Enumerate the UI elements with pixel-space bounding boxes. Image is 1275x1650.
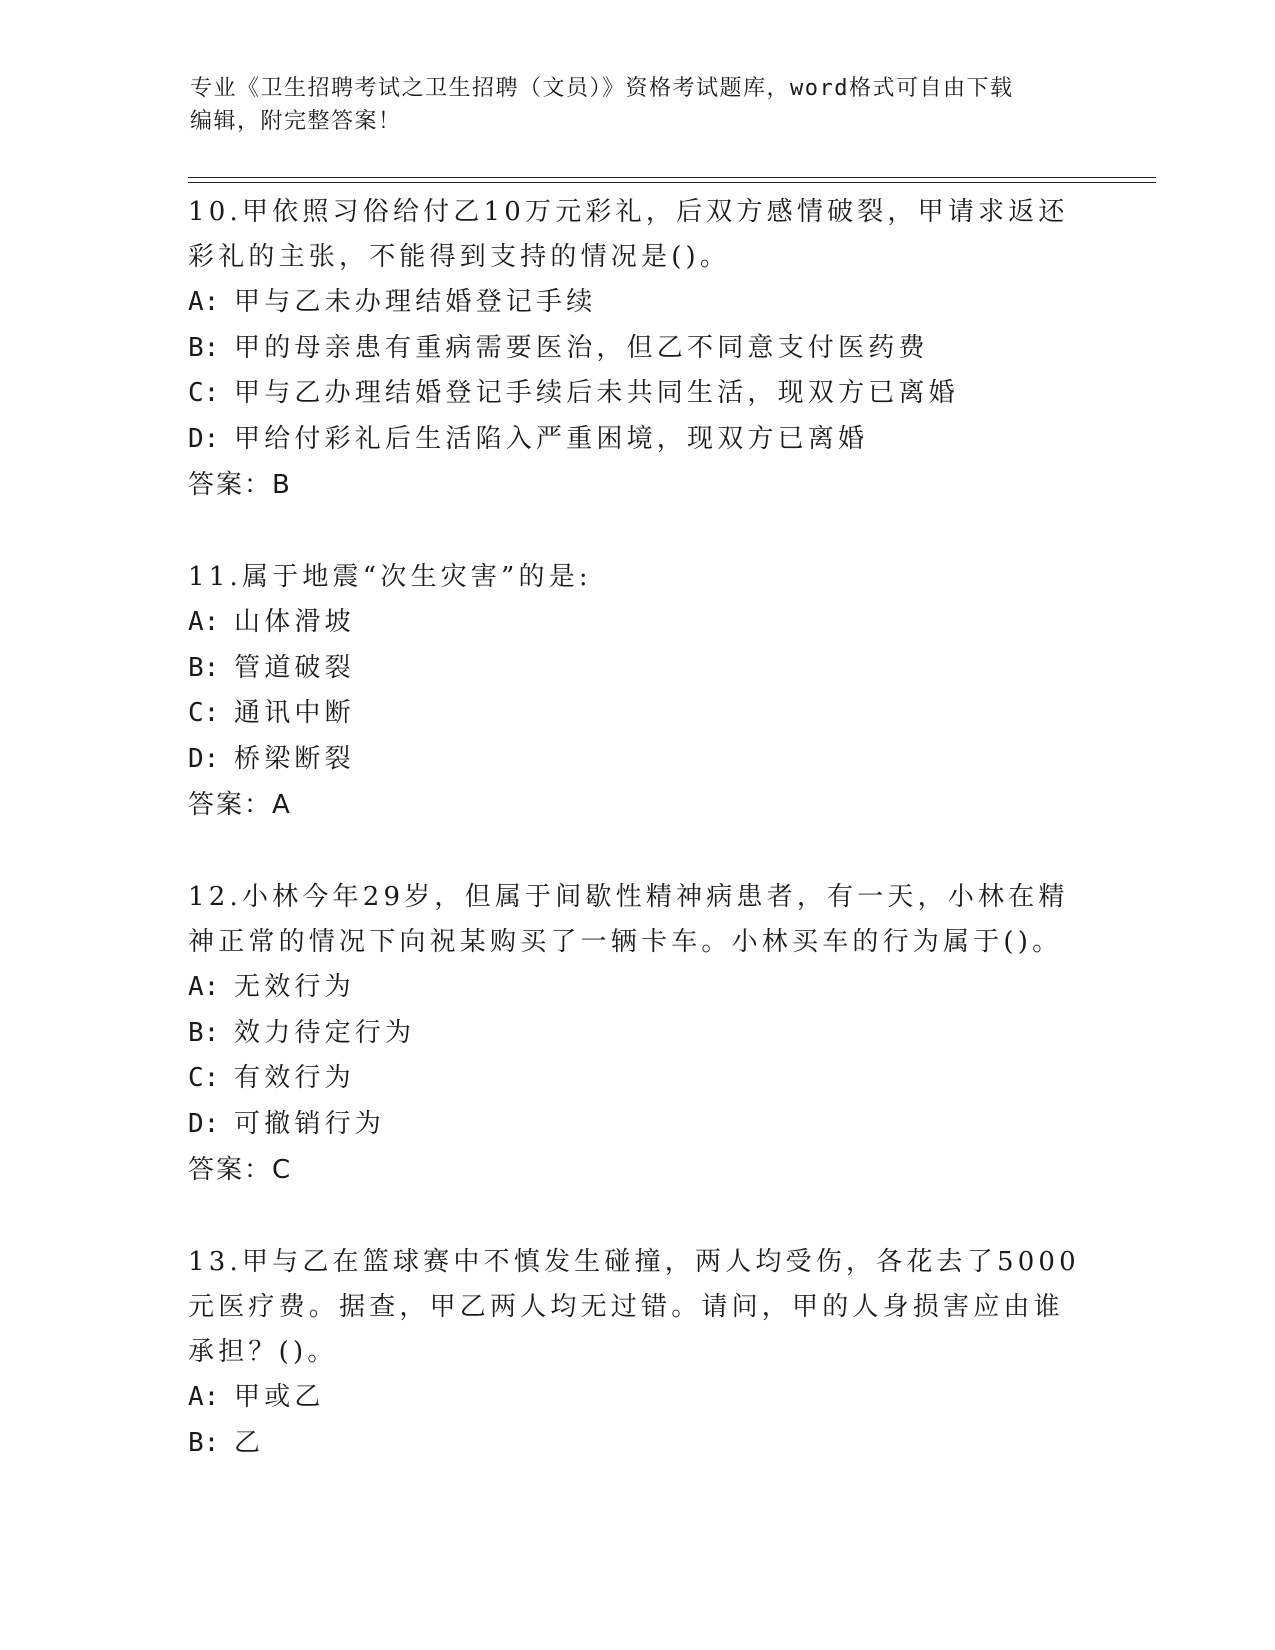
option-key: A:	[188, 1382, 220, 1412]
option-key: C:	[188, 698, 220, 728]
option-key: B:	[188, 652, 220, 683]
option-text: 无效行为	[234, 972, 355, 1002]
header-divider-bottom	[188, 182, 1156, 183]
question-text: 13.甲与乙在篮球赛中不慎发生碰撞，两人均受伤，各花去了5000元医疗费。据查，甲乙两人均无过错。请问，甲的人身损害应由谁承担？()。	[188, 1247, 1080, 1367]
option-a	[188, 600, 1088, 646]
option-d	[188, 417, 1088, 463]
option-a	[188, 1375, 1088, 1421]
option-text: 通讯中断	[234, 698, 355, 728]
answer-line: 答案：C	[188, 1155, 293, 1185]
option-c	[188, 691, 1088, 737]
option-c	[188, 1056, 1088, 1102]
question-11	[188, 555, 1088, 828]
question-10	[188, 190, 1088, 508]
option-key: D:	[188, 423, 220, 454]
option-key: D:	[188, 1108, 220, 1139]
question-13	[188, 1240, 1088, 1466]
option-d	[188, 737, 1088, 783]
option-text: 效力待定行为	[234, 1017, 416, 1048]
option-key: A:	[188, 972, 220, 1002]
header-line-1: 专业《卫生招聘考试之卫生招聘（文员）》资格考试题库，word格式可自由下载	[190, 76, 1014, 101]
option-key: C:	[188, 378, 220, 408]
option-text: 有效行为	[234, 1063, 355, 1093]
option-c	[188, 371, 1088, 417]
option-text: 乙	[234, 1427, 265, 1458]
option-key: B:	[188, 1427, 220, 1458]
option-d	[188, 1102, 1088, 1148]
question-text: 11.属于地震“次生灾害”的是:	[188, 562, 592, 592]
question-text: 12.小林今年29岁，但属于间歇性精神病患者，有一天，小林在精神正常的情况下向祝某购买了一辆卡车。小林买车的行为属于()。	[188, 882, 1069, 957]
option-key: B:	[188, 1017, 220, 1048]
option-b	[188, 1011, 1088, 1057]
answer-line: 答案：B	[188, 470, 292, 500]
option-a	[188, 965, 1088, 1011]
option-text: 甲或乙	[234, 1382, 325, 1412]
question-12	[188, 875, 1088, 1193]
option-text: 甲与乙未办理结婚登记手续	[234, 287, 597, 317]
option-text: 桥梁断裂	[234, 743, 355, 774]
option-key: B:	[188, 332, 220, 363]
header-divider-top	[188, 177, 1156, 178]
option-key: C:	[188, 1063, 220, 1093]
option-key: D:	[188, 743, 220, 774]
option-text: 可撤销行为	[234, 1108, 386, 1139]
option-b	[188, 326, 1088, 372]
option-key: A:	[188, 607, 220, 637]
question-list	[188, 190, 1088, 1513]
answer-line: 答案：A	[188, 790, 292, 820]
question-text: 10.甲依照习俗给付乙10万元彩礼，后双方感情破裂，甲请求返还彩礼的主张，不能得到支持的情况是()。	[188, 197, 1069, 272]
option-b	[188, 646, 1088, 692]
document-header	[190, 72, 1090, 138]
option-a	[188, 280, 1088, 326]
option-text: 甲给付彩礼后生活陷入严重困境，现双方已离婚	[234, 423, 869, 454]
option-text: 管道破裂	[234, 652, 355, 683]
option-text: 甲与乙办理结婚登记手续后未共同生活，现双方已离婚	[234, 378, 959, 408]
option-text: 甲的母亲患有重病需要医治，但乙不同意支付医药费	[234, 332, 929, 363]
option-b	[188, 1421, 1088, 1467]
option-text: 山体滑坡	[234, 607, 355, 637]
header-line-2: 编辑，附完整答案！	[190, 109, 402, 134]
option-key: A:	[188, 287, 220, 317]
